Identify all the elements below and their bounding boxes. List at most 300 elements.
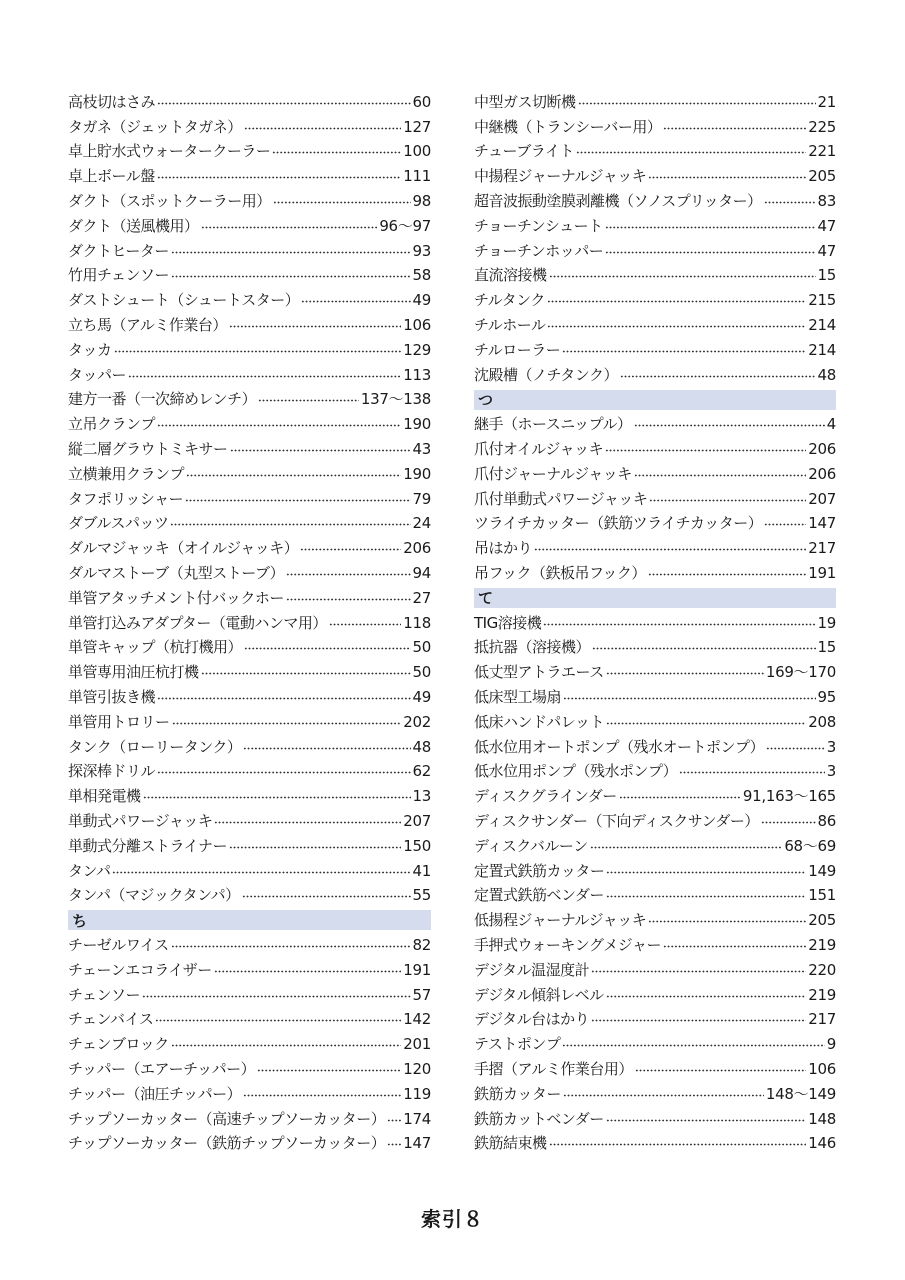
index-entry: [474, 983, 836, 1008]
dot-leader: [201, 672, 411, 675]
entry-label: 鉄筋カッター: [474, 1084, 561, 1103]
index-entry: [474, 412, 836, 437]
entry-page-number: 48: [817, 365, 836, 384]
entry-page-number: 43: [412, 440, 431, 459]
dot-leader: [230, 449, 411, 452]
entry-page-number: 207: [403, 812, 431, 830]
entry-label: テストポンプ: [474, 1035, 561, 1054]
entry-page-number: 49: [412, 688, 431, 707]
entry-label: チェンソー: [68, 985, 141, 1004]
index-entry: [68, 611, 431, 636]
index-column-left: [68, 90, 431, 1156]
entry-label: ディスクバルーン: [474, 836, 588, 855]
entry-label: 立吊クランプ: [68, 415, 156, 434]
index-entry: [474, 363, 836, 388]
dot-leader: [605, 251, 815, 254]
entry-label: デジタル台はかり: [474, 1010, 590, 1029]
dot-leader: [663, 945, 806, 948]
index-entry: [474, 1131, 836, 1156]
entry-page-number: 106: [808, 1059, 836, 1078]
entry-page-number: 217: [808, 1010, 836, 1029]
index-entry: [68, 884, 431, 909]
entry-page-number: 111: [403, 167, 431, 186]
dot-leader: [606, 895, 806, 898]
dot-leader: [534, 548, 806, 551]
entry-page-number: 191: [808, 564, 836, 583]
dot-leader: [243, 747, 410, 750]
entry-label: タンク（ローリータンク）: [68, 737, 242, 756]
index-entry: [474, 264, 836, 289]
entry-page-number: 205: [808, 167, 836, 186]
entry-page-number: 206: [808, 440, 836, 459]
index-entry: [474, 561, 836, 586]
entry-label: 定置式鉄筋カッター: [474, 861, 605, 880]
section-heading: ち: [68, 910, 431, 930]
entry-label: チッパー（油圧チッパー）: [68, 1084, 242, 1103]
entry-page-number: 206: [808, 464, 836, 483]
entry-label: 吊はかり: [474, 539, 533, 558]
entry-page-number: 57: [412, 985, 431, 1004]
index-entry: [474, 834, 836, 859]
dot-leader: [562, 350, 806, 353]
index-entry: [68, 164, 431, 189]
dot-leader: [214, 821, 401, 824]
entry-page-number: 220: [808, 960, 836, 979]
dot-leader: [157, 771, 410, 774]
index-entry: [68, 834, 431, 859]
index-entry: [474, 784, 836, 809]
index-entry: [474, 189, 836, 214]
dot-leader: [387, 1119, 401, 1122]
entry-label: チルホール: [474, 316, 546, 335]
section-heading: つ: [474, 390, 836, 410]
entry-page-number: 93: [412, 241, 431, 260]
entry-page-number: 190: [403, 464, 431, 483]
index-entry: [474, 710, 836, 735]
dot-leader: [329, 623, 401, 626]
entry-page-number: 169〜170: [765, 663, 836, 682]
index-entry: [474, 90, 836, 115]
entry-page-number: 68〜69: [784, 836, 836, 855]
index-entry: [474, 735, 836, 760]
index-entry: [68, 437, 431, 462]
index-entry: [474, 611, 836, 636]
dot-leader: [387, 1143, 401, 1146]
entry-label: 単相発電機: [68, 787, 141, 806]
index-entry: [474, 809, 836, 834]
entry-page-number: 41: [412, 861, 431, 880]
entry-label: チョーチンホッパー: [474, 241, 604, 260]
index-entry: [474, 140, 836, 165]
entry-page-number: 217: [808, 539, 836, 558]
dot-leader: [286, 598, 411, 601]
dot-leader: [764, 523, 806, 526]
entry-label: 定置式鉄筋ベンダー: [474, 886, 604, 905]
entry-label: 鉄筋カットベンダー: [474, 1109, 604, 1128]
dot-leader: [257, 1069, 401, 1072]
dot-leader: [171, 275, 410, 278]
index-entry: [474, 214, 836, 239]
index-entry: [474, 958, 836, 983]
entry-page-number: 98: [412, 192, 431, 211]
entry-page-number: 50: [412, 638, 431, 657]
entry-label: ダストシュート（シュートスター）: [68, 291, 300, 310]
entry-page-number: 55: [412, 886, 431, 905]
dot-leader: [244, 647, 410, 650]
entry-label: 単動式分離ストライナー: [68, 836, 228, 855]
entry-label: 低揚程ジャーナルジャッキ: [474, 911, 647, 930]
entry-page-number: 202: [403, 712, 431, 731]
entry-page-number: 24: [412, 514, 431, 533]
entry-label: チェンバイス: [68, 1010, 154, 1029]
dot-leader: [634, 474, 806, 477]
dot-leader: [591, 1019, 806, 1022]
index-entry: [474, 660, 836, 685]
entry-page-number: 95: [817, 688, 836, 707]
entry-label: 低丈型アトラエース: [474, 663, 604, 682]
entry-page-number: 214: [808, 316, 836, 335]
dot-leader: [562, 1044, 824, 1047]
entry-label: タッカ: [68, 340, 112, 359]
entry-label: 手押式ウォーキングメジャー: [474, 935, 662, 954]
entry-label: 立横兼用クランプ: [68, 464, 185, 483]
dot-leader: [258, 399, 359, 402]
dot-leader: [591, 970, 806, 973]
entry-label: 爪付ジャーナルジャッキ: [474, 464, 632, 483]
entry-page-number: 214: [808, 340, 836, 359]
dot-leader: [648, 920, 806, 923]
entry-page-number: 201: [403, 1035, 431, 1054]
index-entry: [68, 388, 431, 413]
entry-page-number: 137〜138: [360, 390, 431, 409]
entry-page-number: 58: [412, 266, 431, 285]
entry-label: 爪付オイルジャッキ: [474, 440, 604, 459]
index-entry: [68, 710, 431, 735]
entry-label: 単管アタッチメント付バックホー: [68, 588, 284, 607]
index-entry: [68, 512, 431, 537]
entry-page-number: 148〜149: [765, 1084, 836, 1103]
entry-page-number: 96〜97: [379, 216, 431, 235]
entry-label: 単管専用油圧杭打機: [68, 663, 199, 682]
dot-leader: [186, 474, 401, 477]
entry-label: チーゼルワイス: [68, 935, 169, 954]
entry-label: 中継機（トランシーバー用）: [474, 117, 662, 136]
entry-label: 探深棒ドリル: [68, 762, 156, 781]
entry-page-number: 208: [808, 712, 836, 731]
index-entry: [68, 859, 431, 884]
index-entry: [68, 685, 431, 710]
index-entry: [68, 140, 431, 165]
dot-leader: [590, 846, 783, 849]
dot-leader: [157, 176, 402, 179]
dot-leader: [112, 871, 410, 874]
dot-leader: [172, 722, 402, 725]
entry-page-number: 127: [403, 117, 431, 136]
entry-label: 高枝切はさみ: [68, 92, 156, 111]
entry-page-number: 129: [403, 340, 431, 359]
index-entry: [68, 760, 431, 785]
entry-label: ツライチカッター（鉄筋ツライチカッター）: [474, 514, 763, 533]
entry-label: ダブルスパッツ: [68, 514, 169, 533]
dot-leader: [229, 846, 401, 849]
index-entry: [474, 1057, 836, 1082]
dot-leader: [605, 449, 806, 452]
dot-leader: [605, 226, 816, 229]
entry-page-number: 3: [826, 762, 836, 781]
dot-leader: [549, 1143, 807, 1146]
index-entry: [474, 859, 836, 884]
section-heading: て: [474, 588, 836, 608]
entry-label: ディスクサンダー（下向ディスクサンダー）: [474, 812, 759, 830]
dot-leader: [201, 226, 378, 229]
entry-label: ダクト（送風機用）: [68, 216, 199, 235]
entry-label: 建方一番（一次締めレンチ）: [68, 390, 257, 409]
index-entry: [68, 487, 431, 512]
index-entry: [474, 487, 836, 512]
index-entry: [68, 90, 431, 115]
index-entry: [68, 239, 431, 264]
entry-label: 低床ハンドパレット: [474, 712, 605, 731]
entry-label: デジタル温湿度計: [474, 960, 590, 979]
entry-page-number: 120: [403, 1059, 431, 1078]
entry-page-number: 4: [826, 415, 836, 434]
index-entry: [68, 536, 431, 561]
entry-label: 吊フック（鉄板吊フック）: [474, 564, 646, 583]
dot-leader: [170, 523, 410, 526]
entry-label: 竹用チェンソー: [68, 266, 170, 285]
entry-page-number: 221: [808, 142, 836, 161]
entry-page-number: 147: [808, 514, 836, 533]
entry-page-number: 148: [808, 1109, 836, 1128]
dot-leader: [592, 647, 815, 650]
index-entry: [68, 363, 431, 388]
index-entry: [474, 933, 836, 958]
entry-page-number: 48: [412, 737, 431, 756]
dot-leader: [648, 176, 806, 179]
entry-page-number: 191: [403, 960, 431, 979]
entry-label: 超音波振動塗膜剥離機（ソノスプリッター）: [474, 192, 762, 211]
entry-page-number: 113: [403, 365, 431, 384]
index-entry: [68, 412, 431, 437]
entry-page-number: 225: [808, 117, 836, 136]
entry-page-number: 9: [826, 1035, 836, 1054]
entry-page-number: 47: [817, 216, 836, 235]
entry-label: チェーンエコライザー: [68, 960, 212, 979]
index-entry: [68, 214, 431, 239]
entry-page-number: 86: [817, 812, 836, 830]
entry-label: ダルマジャッキ（オイルジャッキ）: [68, 539, 299, 558]
entry-page-number: 205: [808, 911, 836, 930]
dot-leader: [649, 499, 806, 502]
entry-page-number: 21: [817, 92, 836, 111]
index-entry: [68, 1107, 431, 1132]
dot-leader: [576, 151, 806, 154]
entry-label: チルタンク: [474, 291, 545, 310]
dot-leader: [606, 722, 806, 725]
index-entry: [474, 760, 836, 785]
entry-label: 低床型工場扇: [474, 688, 562, 707]
index-entry: [474, 1107, 836, 1132]
index-entry: [68, 660, 431, 685]
dot-leader: [648, 573, 806, 576]
entry-page-number: 60: [412, 92, 431, 111]
index-entry: [474, 1007, 836, 1032]
dot-leader: [171, 1044, 402, 1047]
dot-leader: [547, 325, 806, 328]
index-entry: [474, 437, 836, 462]
entry-page-number: 91,163〜165: [742, 787, 836, 806]
index-entry: [68, 561, 431, 586]
entry-label: ダルマストーブ（丸型ストーブ）: [68, 564, 285, 583]
index-entry: [68, 462, 431, 487]
dot-leader: [563, 697, 815, 700]
index-entry: [68, 933, 431, 958]
entry-label: タンパ（マジックタンパ）: [68, 886, 240, 905]
entry-page-number: 190: [403, 415, 431, 434]
index-entry: [474, 338, 836, 363]
entry-page-number: 219: [808, 935, 836, 954]
index-entry: [474, 115, 836, 140]
dot-leader: [214, 970, 401, 973]
entry-label: タッパー: [68, 365, 127, 384]
dot-leader: [243, 1094, 401, 1097]
entry-label: タフポリッシャー: [68, 489, 184, 508]
entry-label: チョーチンシュート: [474, 216, 603, 235]
entry-page-number: 15: [817, 266, 836, 285]
index-entry: [474, 239, 836, 264]
entry-page-number: 215: [808, 291, 836, 310]
entry-label: 低水位用ポンプ（残水ポンプ）: [474, 762, 678, 781]
entry-label: 低水位用オートポンプ（残水オートポンプ）: [474, 737, 765, 756]
index-entry: [474, 636, 836, 661]
index-entry: [68, 586, 431, 611]
entry-label: チップソーカッター（鉄筋チップソーカッター）: [68, 1134, 386, 1153]
dot-leader: [635, 1069, 806, 1072]
index-entry: [68, 338, 431, 363]
entry-page-number: 174: [403, 1109, 431, 1128]
entry-page-number: 82: [412, 935, 431, 954]
entry-label: 単管キャップ（杭打機用）: [68, 638, 243, 657]
entry-label: 単動式パワージャッキ: [68, 812, 213, 830]
dot-leader: [157, 102, 410, 105]
entry-label: チェンブロック: [68, 1035, 169, 1054]
dot-leader: [606, 1119, 807, 1122]
dot-leader: [761, 821, 816, 824]
entry-label: 単管用トロリー: [68, 712, 170, 731]
dot-leader: [155, 1019, 401, 1022]
index-entry: [474, 1032, 836, 1057]
dot-leader: [606, 672, 764, 675]
dot-leader: [143, 796, 411, 799]
index-entry: [474, 288, 836, 313]
dot-leader: [300, 548, 401, 551]
entry-label: 抵抗器（溶接機）: [474, 638, 591, 657]
dot-leader: [286, 573, 410, 576]
entry-label: 単管引抜き機: [68, 688, 156, 707]
entry-page-number: 146: [808, 1134, 836, 1153]
dot-leader: [549, 275, 816, 278]
entry-page-number: 19: [817, 613, 836, 632]
dot-leader: [578, 102, 816, 105]
dot-leader: [128, 375, 401, 378]
dot-leader: [619, 796, 741, 799]
dot-leader: [563, 1094, 764, 1097]
index-entry: [68, 809, 431, 834]
entry-page-number: 15: [817, 638, 836, 657]
entry-page-number: 94: [412, 564, 431, 583]
entry-label: 中揚程ジャーナルジャッキ: [474, 167, 647, 186]
index-entry: [474, 685, 836, 710]
dot-leader: [244, 127, 402, 130]
entry-label: ダクトヒーター: [68, 241, 169, 260]
entry-page-number: 119: [403, 1084, 431, 1103]
entry-page-number: 149: [808, 861, 836, 880]
index-column-right: [474, 90, 836, 1156]
index-entry: [68, 264, 431, 289]
entry-page-number: 3: [826, 737, 836, 756]
entry-label: 立ち馬（アルミ作業台）: [68, 316, 227, 335]
index-entry: [68, 115, 431, 140]
index-entry: [474, 313, 836, 338]
entry-page-number: 50: [412, 663, 431, 682]
entry-page-number: 49: [412, 291, 431, 310]
index-entry: [474, 164, 836, 189]
entry-label: タガネ（ジェットタガネ）: [68, 117, 242, 136]
entry-page-number: 207: [808, 489, 836, 508]
entry-page-number: 106: [403, 316, 431, 335]
dot-leader: [679, 771, 825, 774]
dot-leader: [620, 375, 816, 378]
entry-page-number: 150: [403, 836, 431, 855]
dot-leader: [764, 201, 816, 204]
page-footer: 索引８: [421, 1207, 484, 1231]
index-entry: [68, 735, 431, 760]
entry-page-number: 142: [403, 1010, 431, 1029]
index-entry: [68, 958, 431, 983]
entry-label: チューブライト: [474, 142, 574, 161]
dot-leader: [606, 871, 806, 874]
dot-leader: [547, 300, 806, 303]
index-entry: [68, 1131, 431, 1156]
dot-leader: [273, 201, 411, 204]
index-entry: [68, 288, 431, 313]
entry-label: 直流溶接機: [474, 266, 547, 285]
entry-label: デジタル傾斜レベル: [474, 985, 604, 1004]
entry-label: 卓上貯水式ウォータークーラー: [68, 142, 271, 161]
dot-leader: [301, 300, 410, 303]
dot-leader: [171, 945, 411, 948]
dot-leader: [185, 499, 410, 502]
dot-leader: [142, 995, 410, 998]
index-entry: [68, 1007, 431, 1032]
entry-page-number: 62: [412, 762, 431, 781]
dot-leader: [114, 350, 402, 353]
index-entry: [68, 313, 431, 338]
index-entry: [474, 1082, 836, 1107]
entry-page-number: 219: [808, 985, 836, 1004]
entry-page-number: 47: [817, 241, 836, 260]
dot-leader: [766, 747, 825, 750]
index-entry: [68, 1032, 431, 1057]
entry-label: 沈殿槽（ノチタンク）: [474, 365, 618, 384]
entry-page-number: 151: [808, 886, 836, 905]
entry-page-number: 147: [403, 1134, 431, 1153]
entry-label: TIG溶接機: [474, 613, 542, 632]
entry-page-number: 83: [817, 192, 836, 211]
entry-label: 手摺（アルミ作業台用）: [474, 1059, 633, 1078]
index-entry: [474, 536, 836, 561]
entry-label: タンパ: [68, 861, 111, 880]
